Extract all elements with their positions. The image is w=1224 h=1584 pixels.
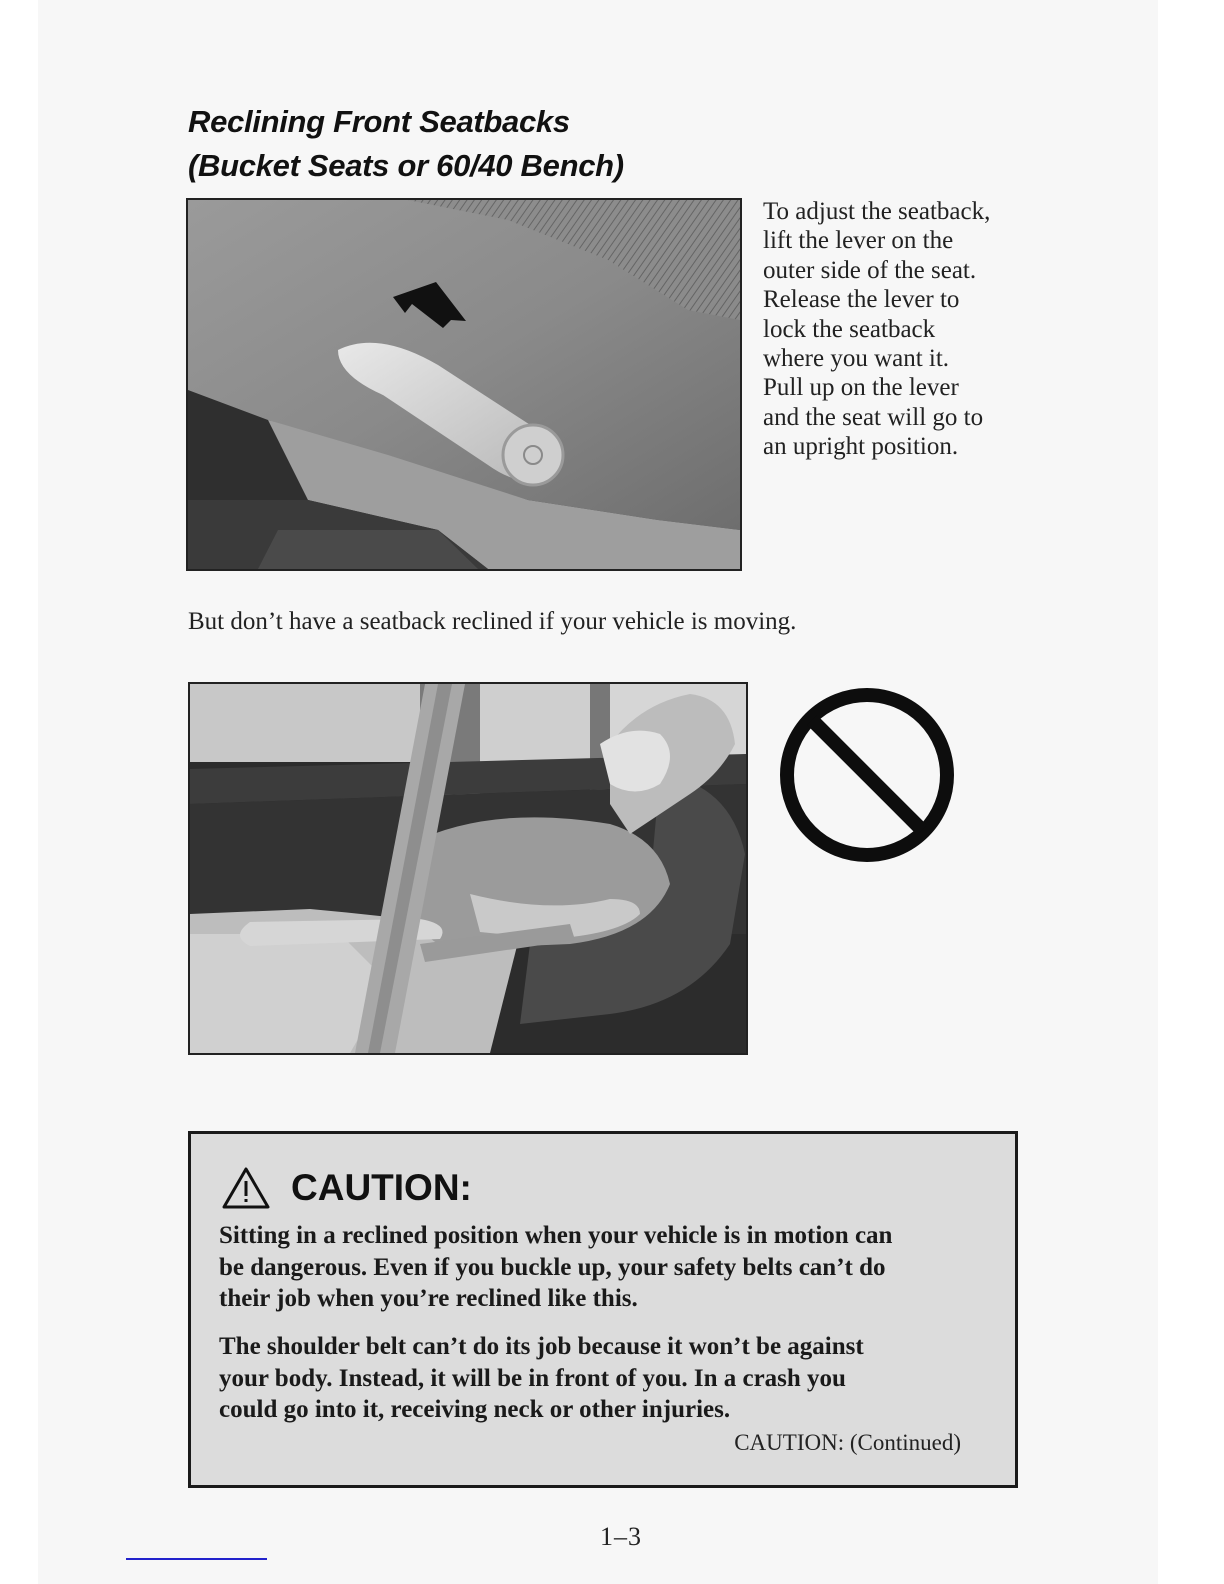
caution-line: could go into it, receiving neck or other injuries. xyxy=(219,1396,731,1423)
prohibition-icon xyxy=(776,684,958,866)
caution-paragraph-2 xyxy=(219,1331,979,1426)
instruction-line: To adjust the seatback, xyxy=(763,198,991,225)
page-number: 1–3 xyxy=(600,1522,642,1551)
instruction-line: Release the lever to xyxy=(763,286,960,314)
caution-line: The shoulder belt can’t do its job because it won’t be against xyxy=(219,1333,864,1360)
instruction-line: Pull up on the lever xyxy=(763,374,959,402)
instruction-line: an upright position. xyxy=(763,433,959,461)
adjust-instructions xyxy=(763,197,1033,462)
instruction-line: lift the lever on the xyxy=(763,227,954,255)
section-heading xyxy=(188,100,624,188)
instruction-line: and the seat will go to xyxy=(763,403,984,431)
caution-continued: CAUTION: (Continued) xyxy=(734,1430,961,1455)
instruction-line: outer side of the seat. xyxy=(763,256,977,284)
caution-line: their job when you’re reclined like this. xyxy=(219,1285,638,1312)
caution-line: Sitting in a reclined position when your vehicle is in motion can xyxy=(219,1222,893,1249)
caution-line: be dangerous. Even if you buckle up, your safety belts can’t do xyxy=(219,1253,886,1281)
caution-box xyxy=(188,1131,1018,1488)
instruction-line: lock the seatback xyxy=(763,315,936,343)
heading-line-1: Reclining Front Seatbacks xyxy=(188,104,570,139)
reclined-passenger-photo xyxy=(188,682,748,1055)
warning-triangle-icon xyxy=(221,1166,271,1210)
caution-paragraph-1 xyxy=(219,1220,979,1315)
heading-line-2: (Bucket Seats or 60/40 Bench) xyxy=(188,148,624,183)
caution-line: your body. Instead, it will be in front of you. In a crash you xyxy=(219,1364,846,1392)
reclined-warning-line: But don’t have a seatback reclined if your vehicle is moving. xyxy=(188,608,797,635)
footer-link-underline[interactable] xyxy=(126,1558,267,1560)
seatback-lever-photo xyxy=(186,198,742,571)
caution-title: CAUTION: xyxy=(291,1167,472,1208)
caution-heading xyxy=(221,1166,472,1210)
instruction-line: where you want it. xyxy=(763,345,950,373)
